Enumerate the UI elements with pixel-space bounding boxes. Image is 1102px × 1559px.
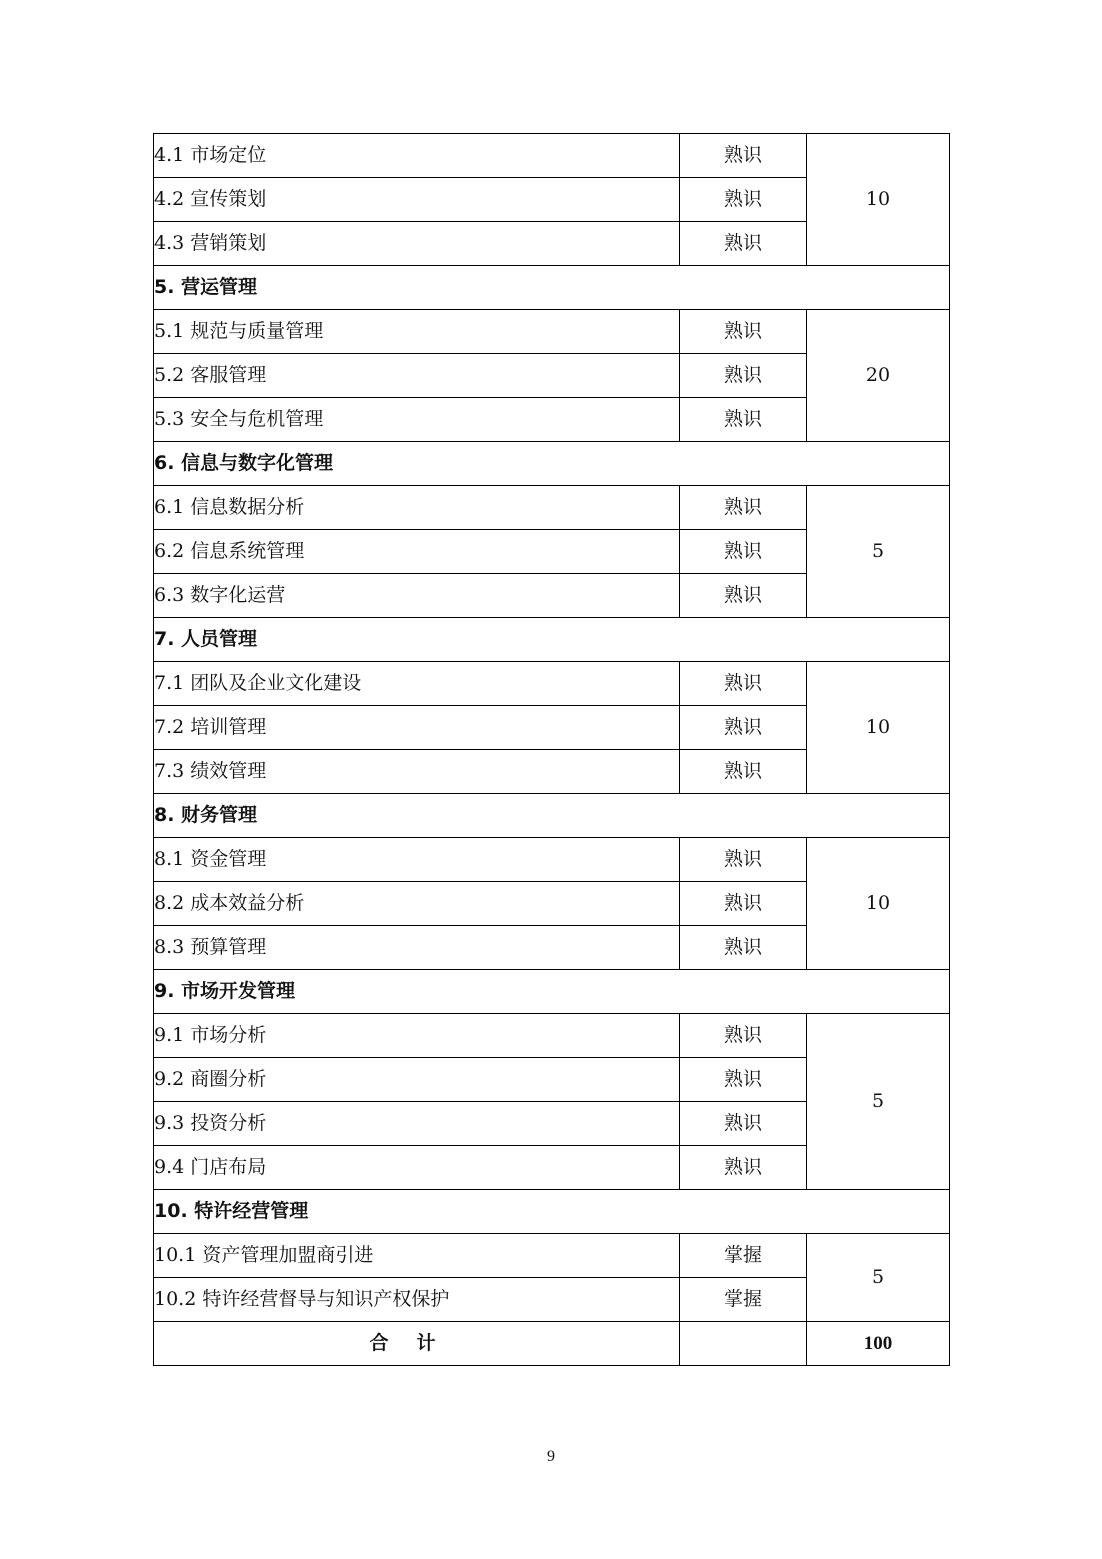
item-level: 熟识 [680, 706, 807, 750]
item-level: 熟识 [680, 398, 807, 442]
section-header-row [154, 618, 950, 662]
item-name: 6.3 数字化运营 [154, 574, 680, 618]
item-name: 4.2 宣传策划 [154, 178, 680, 222]
item-level: 熟识 [680, 1058, 807, 1102]
item-level: 熟识 [680, 354, 807, 398]
item-name: 8.1 资金管理 [154, 838, 680, 882]
item-name: 4.3 营销策划 [154, 222, 680, 266]
item-name: 4.1 市场定位 [154, 134, 680, 178]
section-score: 10 [807, 662, 950, 794]
section-header-row [154, 794, 950, 838]
item-name: 8.3 预算管理 [154, 926, 680, 970]
page-number: 9 [547, 1448, 555, 1465]
item-name: 7.3 绩效管理 [154, 750, 680, 794]
item-name: 5.1 规范与质量管理 [154, 310, 680, 354]
total-score: 100 [807, 1322, 950, 1366]
section-score: 10 [807, 838, 950, 970]
item-name: 7.1 团队及企业文化建设 [154, 662, 680, 706]
section-score: 10 [807, 134, 950, 266]
item-name: 6.1 信息数据分析 [154, 486, 680, 530]
item-level: 熟识 [680, 662, 807, 706]
item-name: 9.1 市场分析 [154, 1014, 680, 1058]
table-row [154, 662, 950, 706]
section-header-row [154, 1190, 950, 1234]
section-title: 8. 财务管理 [154, 794, 950, 838]
item-name: 10.1 资产管理加盟商引进 [154, 1234, 680, 1278]
item-name: 8.2 成本效益分析 [154, 882, 680, 926]
item-level: 熟识 [680, 1146, 807, 1190]
item-level: 熟识 [680, 486, 807, 530]
section-title: 6. 信息与数字化管理 [154, 442, 950, 486]
section-score: 5 [807, 1234, 950, 1322]
section-title: 7. 人员管理 [154, 618, 950, 662]
item-level: 熟识 [680, 178, 807, 222]
item-level: 掌握 [680, 1278, 807, 1322]
item-level: 熟识 [680, 310, 807, 354]
item-name: 5.3 安全与危机管理 [154, 398, 680, 442]
item-name: 9.4 门店布局 [154, 1146, 680, 1190]
item-name: 10.2 特许经营督导与知识产权保护 [154, 1278, 680, 1322]
section-score: 20 [807, 310, 950, 442]
table-row [154, 486, 950, 530]
section-score: 5 [807, 1014, 950, 1190]
item-name: 7.2 培训管理 [154, 706, 680, 750]
syllabus-table-body [154, 134, 950, 1366]
item-name: 9.2 商圈分析 [154, 1058, 680, 1102]
syllabus-table [153, 133, 950, 1366]
item-level: 熟识 [680, 574, 807, 618]
item-level: 熟识 [680, 134, 807, 178]
section-title: 9. 市场开发管理 [154, 970, 950, 1014]
section-header-row [154, 442, 950, 486]
item-level: 熟识 [680, 1102, 807, 1146]
table-row [154, 1014, 950, 1058]
item-name: 9.3 投资分析 [154, 1102, 680, 1146]
section-header-row [154, 266, 950, 310]
table-row [154, 310, 950, 354]
section-title: 10. 特许经营管理 [154, 1190, 950, 1234]
table-row [154, 838, 950, 882]
section-header-row [154, 970, 950, 1014]
item-level: 熟识 [680, 838, 807, 882]
total-label: 合计 [154, 1322, 680, 1366]
total-row [154, 1322, 950, 1366]
item-name: 6.2 信息系统管理 [154, 530, 680, 574]
item-level: 熟识 [680, 926, 807, 970]
item-level: 熟识 [680, 750, 807, 794]
total-empty-cell [680, 1322, 807, 1366]
section-score: 5 [807, 486, 950, 618]
item-level: 熟识 [680, 1014, 807, 1058]
item-level: 熟识 [680, 530, 807, 574]
table-row [154, 134, 950, 178]
section-title: 5. 营运管理 [154, 266, 950, 310]
table-row [154, 1234, 950, 1278]
item-level: 熟识 [680, 882, 807, 926]
item-level: 熟识 [680, 222, 807, 266]
item-level: 掌握 [680, 1234, 807, 1278]
item-name: 5.2 客服管理 [154, 354, 680, 398]
